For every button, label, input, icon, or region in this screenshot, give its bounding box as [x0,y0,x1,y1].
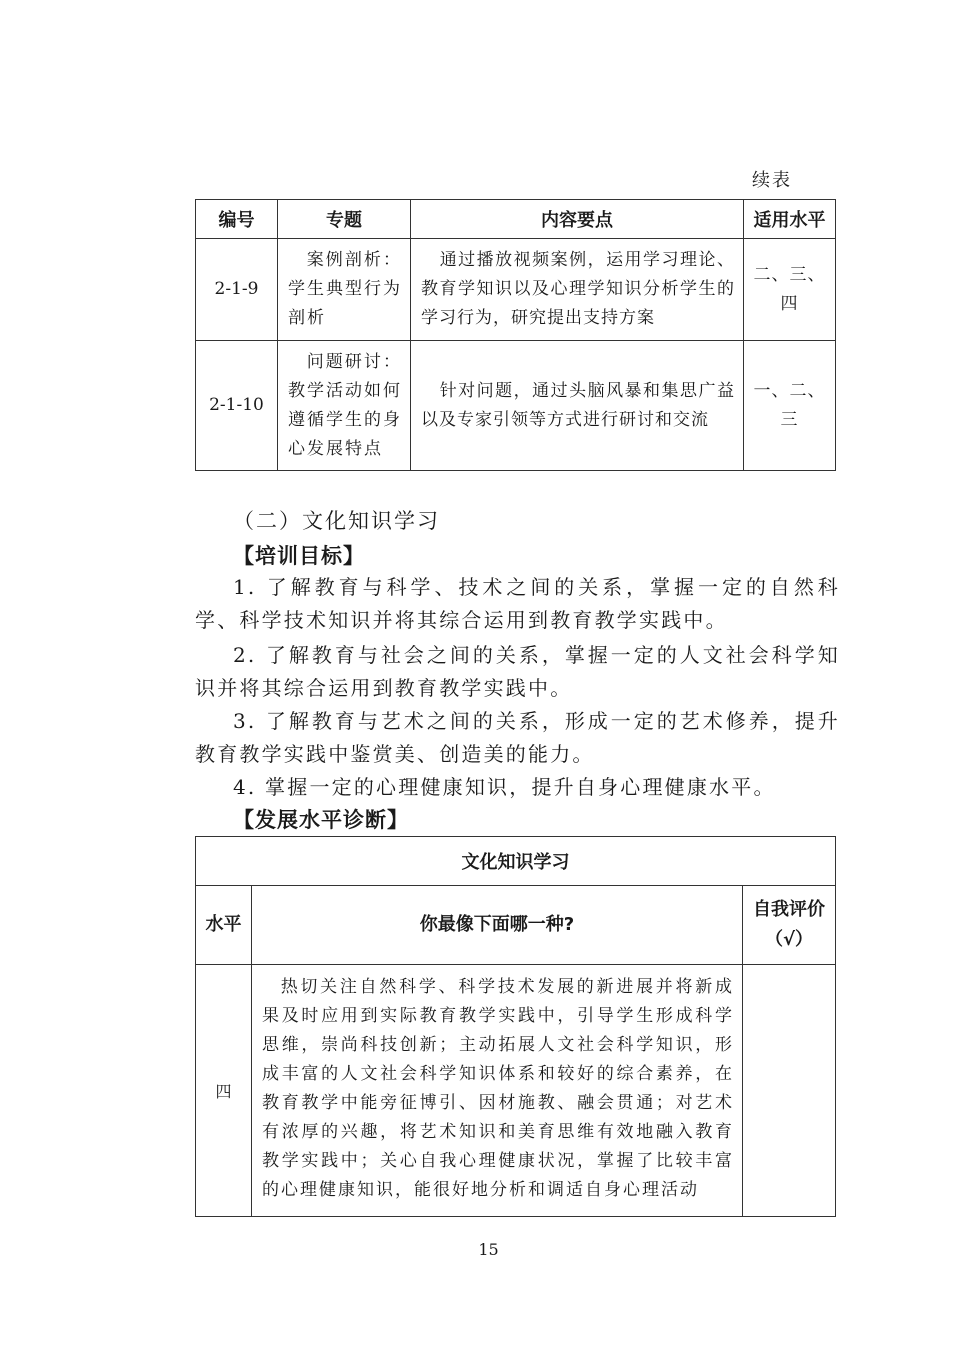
table-row [196,239,836,341]
row-topic: 案例剖析：学生典型行为剖析 [278,239,411,341]
row-description: 热切关注自然科学、科学技术发展的新进展并将新成果及时应用到实际教育教学实践中，引导学生形成科学思维，崇尚科技创新；主动拓展人文社会科学知识，形成丰富的人文社会科学知识体系和较好的综合素养，在教育教学中能旁征博引、因材施教、融会贯通；对艺术有浓厚的兴趣，将艺术知识和美育思维有效地融入教育教学实践中；关心自我心理健康状况，掌握了比较丰富的心理健康知识，能很好地分析和调适自身心理活动 [252,965,743,1217]
header-topic: 专题 [278,200,411,239]
goal-item: 1. 了解教育与科学、技术之间的关系，掌握一定的自然科学、科学技术知识并将其综合运用到教育教学实践中。 [195,575,840,632]
goal-item: 4. 掌握一定的心理健康知识，提升自身心理健康水平。 [233,775,776,799]
page-number: 15 [478,1240,499,1259]
header-id: 编号 [196,200,278,239]
diagnosis-table [195,836,836,1217]
topic-table [195,199,836,471]
row-level: 一、二、三 [744,341,836,471]
table-header-row [196,200,836,239]
row-id: 2-1-10 [196,341,278,471]
table-title-row [196,837,836,886]
header-question: 你最像下面哪一种? [252,886,743,965]
table-row [196,341,836,471]
table-header-row [196,886,836,965]
row-content: 针对问题，通过头脑风暴和集思广益以及专家引领等方式进行研讨和交流 [411,341,744,471]
header-level: 适用水平 [744,200,836,239]
table-title: 文化知识学习 [196,837,836,886]
row-topic: 问题研讨：教学活动如何遵循学生的身心发展特点 [278,341,411,471]
goal-item: 3. 了解教育与艺术之间的关系，形成一定的艺术修养，提升教育教学实践中鉴赏美、创造美的能力。 [195,709,840,766]
header-self-eval [743,886,836,965]
header-self-eval-mark: （√） [765,929,814,950]
row-level: 四 [196,965,252,1217]
self-eval-cell[interactable] [743,965,836,1217]
goal-item: 2. 了解教育与社会之间的关系，掌握一定的人文社会科学知识并将其综合运用到教育教学实践中。 [195,643,840,700]
training-goal-heading: 【培训目标】 [233,544,365,568]
table-row [196,965,836,1217]
section-title: （二）文化知识学习 [233,509,440,533]
row-level: 二、三、四 [744,239,836,341]
diagnosis-heading: 【发展水平诊断】 [233,808,409,832]
header-level: 水平 [196,886,252,965]
header-self-eval-label: 自我评价 [753,899,825,920]
header-content: 内容要点 [411,200,744,239]
row-id: 2-1-9 [196,239,278,341]
row-content: 通过播放视频案例，运用学习理论、教育学知识以及心理学知识分析学生的学习行为，研究提出支持方案 [411,239,744,341]
continued-label: 续表 [752,170,792,191]
